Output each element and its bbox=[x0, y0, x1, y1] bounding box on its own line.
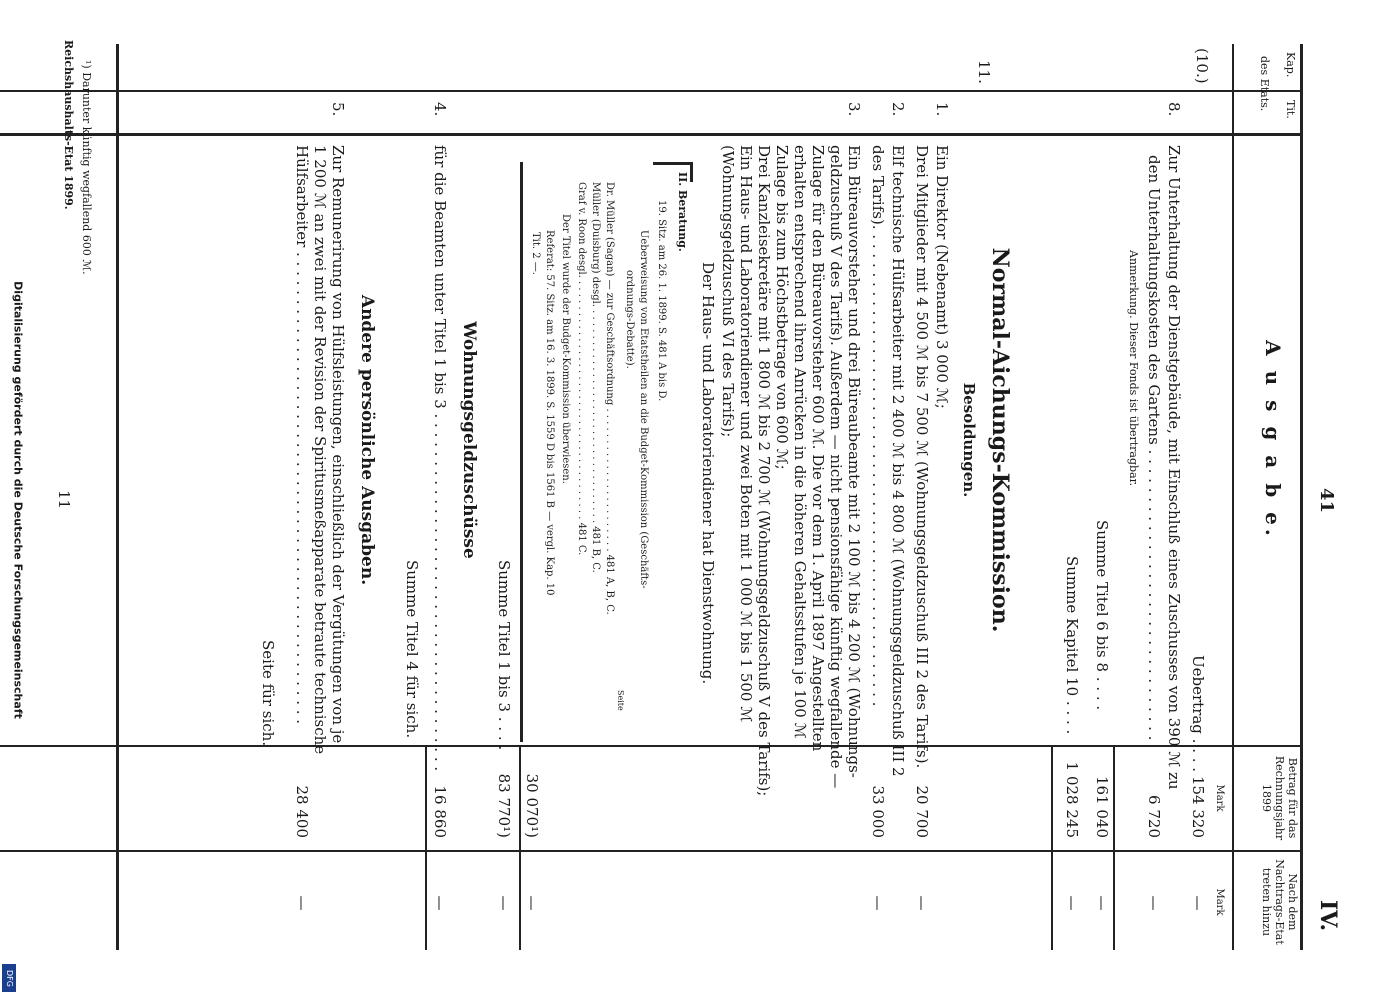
tit-2-amount: 33 000 bbox=[869, 785, 887, 838]
tit-5-add: — bbox=[293, 895, 311, 911]
kap-10-label: (10.) bbox=[1193, 48, 1211, 84]
tit-3-line9: Der Haus- und Laboratoriendiener hat Dienstwohnung. bbox=[699, 262, 717, 685]
header-des-etats: des Etats. bbox=[1258, 56, 1271, 112]
uebertrag-amount-value: 154 320 bbox=[1189, 775, 1207, 838]
tit-2-number: 2. bbox=[889, 102, 907, 117]
tit-5-number: 5. bbox=[329, 102, 347, 117]
tit-1-line2: Drei Mitglieder mit 4 500 ℳ bis 7 500 ℳ (Wohnungsgeldzuschuß III 2 des Tarifs). bbox=[913, 145, 931, 769]
tit-5-line2: 1 200 ℳ an zwei mit der Revision der Spiritusmeßapparate betraute technische bbox=[311, 145, 329, 755]
tit-3-line5: Zulage bis zum Höchstbetrage von 600 ℳ; bbox=[773, 145, 791, 470]
tit-8-add: — bbox=[1145, 895, 1163, 911]
tit-2-add: — bbox=[869, 895, 887, 911]
sum-tit-4-label: Summe Titel 4 für sich. bbox=[403, 560, 421, 739]
tit-3-line3: Zulage für den Büreauvorsteher 600 ℳ. Die vor dem 1. April 1897 Angestellten bbox=[809, 145, 827, 752]
table-bottom-rule bbox=[116, 44, 119, 950]
sum-rule-1 bbox=[1114, 745, 1116, 950]
col-kap-divider bbox=[0, 90, 1303, 92]
heading-commission: Normal-Aichungs-Kommission. bbox=[987, 247, 1013, 633]
tit-3-number: 3. bbox=[845, 102, 863, 117]
tit-3-line2: geldzuschuß V des Tarifs). Außerdem — nicht pensionsfähige künftig wegfallende — bbox=[827, 145, 845, 789]
tit-8-note: Anmerkung. Dieser Fonds ist übertragbar. bbox=[1127, 250, 1140, 487]
header-amount: Betrag für das Rechnungsjahr 1899 bbox=[1260, 755, 1299, 841]
tit-2-line2: des Tarifs). . . . . . . . . . . . . . . . . . . . . . . . . . . . . . . . . . . . . . . . . . . . . . . . . . . bbox=[869, 145, 887, 707]
uebertrag-label: Uebertrag . . . . bbox=[1189, 655, 1207, 773]
tit-5-amount: 28 400 bbox=[293, 785, 311, 838]
unit-mark-1: Mark bbox=[1214, 784, 1225, 812]
header-nachtrag: Nach dem Nachtrags-Etat treten hinzu bbox=[1260, 859, 1299, 945]
box-line5: Müller (Duisburg) desgl. . . . . . . . . . . . . . . . . . . . . . . . . . . . . . . . . . . 481 B, C. bbox=[590, 182, 601, 573]
heading-andere: Andere persönliche Ausgaben. bbox=[357, 294, 377, 586]
col-tit-divider bbox=[0, 133, 1303, 136]
sum-rule-2 bbox=[1052, 745, 1054, 950]
sum-rule-3 bbox=[520, 745, 522, 950]
sum-tit-1-3-amount: 83 770¹) bbox=[495, 773, 513, 838]
tit-3-line8: (Wohnungsgeldzuschuß VI des Tarifs); bbox=[719, 145, 737, 438]
table-top-rule bbox=[1300, 44, 1303, 950]
header-ausgabe: A u s g a b e. bbox=[1261, 340, 1285, 540]
box-left-rule bbox=[653, 162, 693, 165]
tit-8-amount: 6 720 bbox=[1145, 795, 1163, 838]
seite-fuer-sich: Seite für sich. bbox=[259, 640, 277, 747]
tit-1-number: 1. bbox=[933, 102, 951, 117]
tit-3-line6: Drei Kanzleisekretäre mit 1 800 ℳ bis 2 700 ℳ (Wohnungsgeldzuschuß V des Tarifs); bbox=[755, 145, 773, 797]
page-number: 41 bbox=[1316, 488, 1337, 514]
tit-3-line4: erhalten entsprechend ihren Anrücken in die höheren Gehaltsstufen je 100 ℳ bbox=[791, 145, 809, 739]
tit-8-number: 8. bbox=[1165, 102, 1183, 117]
tit-3-line7: Ein Haus- und Laboratoriendiener und zwei Boten mit 1 000 ℳ bis 1 500 ℳ bbox=[737, 145, 755, 723]
sum-tit-1-3-add: — bbox=[495, 895, 513, 911]
box-line6: Graf v. Roon desgl. . . . . . . . . . . . . . . . . . . . . . . . . . . . . . . . . . . . . . . 481 C. bbox=[576, 182, 587, 556]
digitization-note: Digitalisierung gefördert durch die Deutsche Forschungsgemeinschaft bbox=[11, 281, 25, 719]
sum-tit-1-3-label: Summe Titel 1 bis 3 . . . . bbox=[495, 560, 513, 751]
box-title: II. Beratung. bbox=[676, 172, 689, 252]
header-tit: Tit. bbox=[1284, 100, 1297, 119]
tit-1-add: — bbox=[913, 895, 931, 911]
tit-5-line3: Hülfsarbeiter . . . . . . . . . . . . . . . . . . . . . . . . . . . . . . . . . . . . . . . . . . . . . . . . . . bbox=[293, 145, 311, 725]
header-kap: Kap. bbox=[1284, 52, 1297, 78]
tit-4-add: — bbox=[431, 895, 449, 911]
sum-tit-6-8-label: Summe Titel 6 bis 8 . . . . bbox=[1093, 520, 1111, 711]
sum-kap-10-amount: 1 028 245 bbox=[1063, 761, 1081, 838]
box-seite: Seite bbox=[616, 690, 625, 711]
box-line9: Tit. 2 —. bbox=[530, 232, 541, 275]
box-amount: 30 070¹) bbox=[523, 773, 541, 838]
sum-tit-6-8-amount: 161 040 bbox=[1093, 775, 1111, 838]
sum-rule-4 bbox=[426, 745, 428, 950]
box-line7: Der Titel wurde der Budget-Kommission überwiesen. bbox=[560, 214, 571, 484]
tit-8-line1: Zur Unterhaltung der Dienstgebäude, mit Einschluß eines Zuschusses von 390 ℳ zu bbox=[1165, 145, 1183, 790]
box-line8: Referat: 57. Sitz. am 16. 3. 1899. S. 1559 D bis 1561 B — vergl. Kap. 10 bbox=[544, 230, 555, 596]
box-line2: Ueberweisung von Etatstheilen an die Budget-Kommission (Geschäfts- bbox=[638, 230, 649, 589]
col-nachtrag-divider bbox=[0, 850, 1303, 852]
sum-kap-10-add: — bbox=[1063, 895, 1081, 911]
section-number: IV. bbox=[1315, 900, 1341, 932]
footer-number: 11 bbox=[55, 490, 73, 510]
box-bottom-rule bbox=[520, 162, 523, 742]
footnote-source: Reichshaushalts-Etat 1899. bbox=[62, 40, 75, 210]
tit-4-number: 4. bbox=[431, 102, 449, 117]
tit-4-amount: 16 860 bbox=[431, 785, 449, 838]
tit-4-line1: für die Beamten unter Titel 1 bis 3 . . . . . . . . . . . . . . . . . . . . . . . . . . . . . . . . . . . . . . bbox=[431, 145, 449, 772]
tit-8-line2: den Unterhaltungskosten des Gartens . . . . . . . . . . . . . . . . . . . . . . . . . . . . . . . bbox=[1145, 155, 1163, 741]
tit-1-line1: Ein Direktor (Nebenamt) 3 000 ℳ; bbox=[933, 145, 951, 409]
dfg-logo-text: DFG bbox=[4, 969, 14, 987]
kap-11-label: 11. bbox=[975, 60, 993, 84]
tit-2-line1: Elf technische Hülfsarbeiter mit 2 400 ℳ bis 4 800 ℳ (Wohnungsgeldzuschuß III 2 bbox=[889, 145, 907, 777]
header-bottom-rule bbox=[1233, 44, 1235, 950]
tit-5-line1: Zur Remunerirung von Hülfsleistungen, einschließlich der Vergütungen von je bbox=[329, 145, 347, 744]
sum-kap-10-label: Summe Kapitel 10 . . . . bbox=[1063, 556, 1081, 735]
footnote-text: ¹) Darunter künftig wegfallend 600 ℳ. bbox=[80, 60, 93, 275]
box-add: — bbox=[523, 895, 541, 911]
uebertrag-add: — bbox=[1189, 895, 1207, 911]
heading-wohnung: Wohnungsgeldzuschüsse bbox=[459, 321, 479, 559]
tit-3-line1: Ein Büreauvorsteher und drei Büreaubeamte mit 2 100 ℳ bis 4 200 ℳ (Wohnungs- bbox=[845, 145, 863, 778]
box-line1: 19. Sitz. am 26. 1. 1899. S. 481 A bis D. bbox=[656, 200, 667, 402]
heading-besoldungen: Besoldungen. bbox=[960, 382, 978, 498]
box-line4: Dr. Müller (Sagan) — zur Geschäftsordnung . . . . . . . . . . . . . . . . . . . . . . . 481 A, B, C. bbox=[604, 182, 615, 615]
sum-tit-6-8-add: — bbox=[1093, 895, 1111, 911]
box-top-rule bbox=[690, 162, 693, 182]
tit-1-amount: 20 700 bbox=[913, 785, 931, 838]
box-line3: ordnungs-Debatte). bbox=[624, 270, 635, 369]
unit-mark-2: Mark bbox=[1214, 888, 1225, 916]
